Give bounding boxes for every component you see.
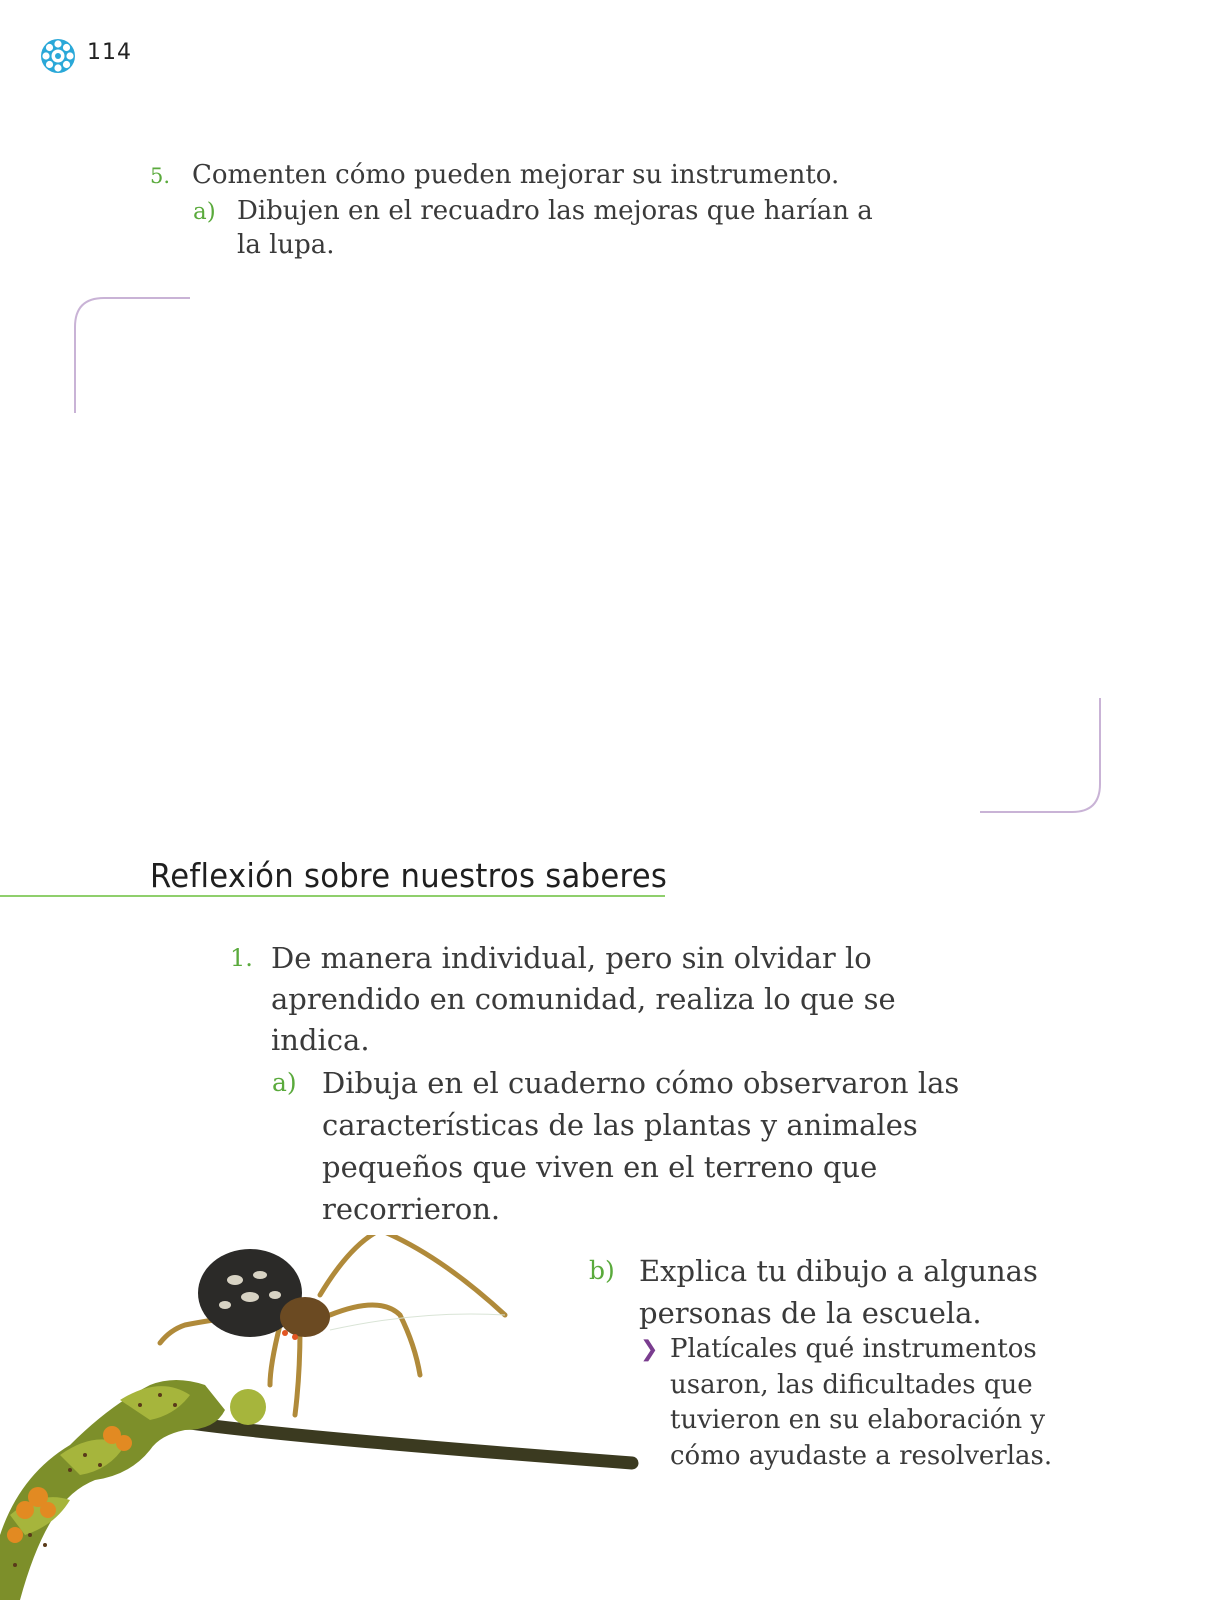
item-text: Explica tu dibujo a algunas personas de la escuela.	[639, 1254, 1038, 1330]
page-number: 114	[87, 40, 132, 65]
section-divider	[0, 895, 665, 897]
activity-number: 1.	[230, 944, 253, 972]
item-text: Dibujen en el recuadro las mejoras que harían a la lupa.	[237, 196, 873, 260]
activity-number: 5.	[150, 164, 171, 188]
activity-1	[230, 938, 911, 1061]
item-letter: a)	[193, 199, 216, 225]
bullet-item	[640, 1332, 1070, 1474]
activity-1-b	[589, 1250, 1069, 1334]
activity-5-a	[193, 194, 893, 262]
activity-text: De manera individual, pero sin olvidar lo aprendido en comunidad, realiza lo que se indica.	[271, 941, 896, 1057]
section-title: Reflexión sobre nuestros saberes	[150, 856, 668, 895]
spider-on-fern-illustration	[0, 1235, 640, 1600]
flower-emblem-icon	[39, 37, 77, 75]
item-letter: a)	[272, 1068, 297, 1097]
activity-text: Comenten cómo pueden mejorar su instrumento.	[192, 160, 840, 190]
item-text: Dibuja en el cuaderno cómo observaron las características de las plantas y animales pequeños que viven en el terreno que recorrieron.	[322, 1066, 960, 1226]
activity-5	[150, 158, 910, 193]
drawing-frame-top-left-corner	[74, 297, 190, 413]
activity-1-a	[272, 1062, 1012, 1230]
chevron-right-icon: ❯	[640, 1337, 659, 1362]
bullet-text: Platícales qué instrumentos usaron, las dificultades que tuvieron en su elaboración y cómo ayudaste a resolverlas.	[670, 1334, 1053, 1471]
item-letter: b)	[589, 1256, 615, 1285]
drawing-frame-bottom-right-corner	[980, 698, 1102, 814]
